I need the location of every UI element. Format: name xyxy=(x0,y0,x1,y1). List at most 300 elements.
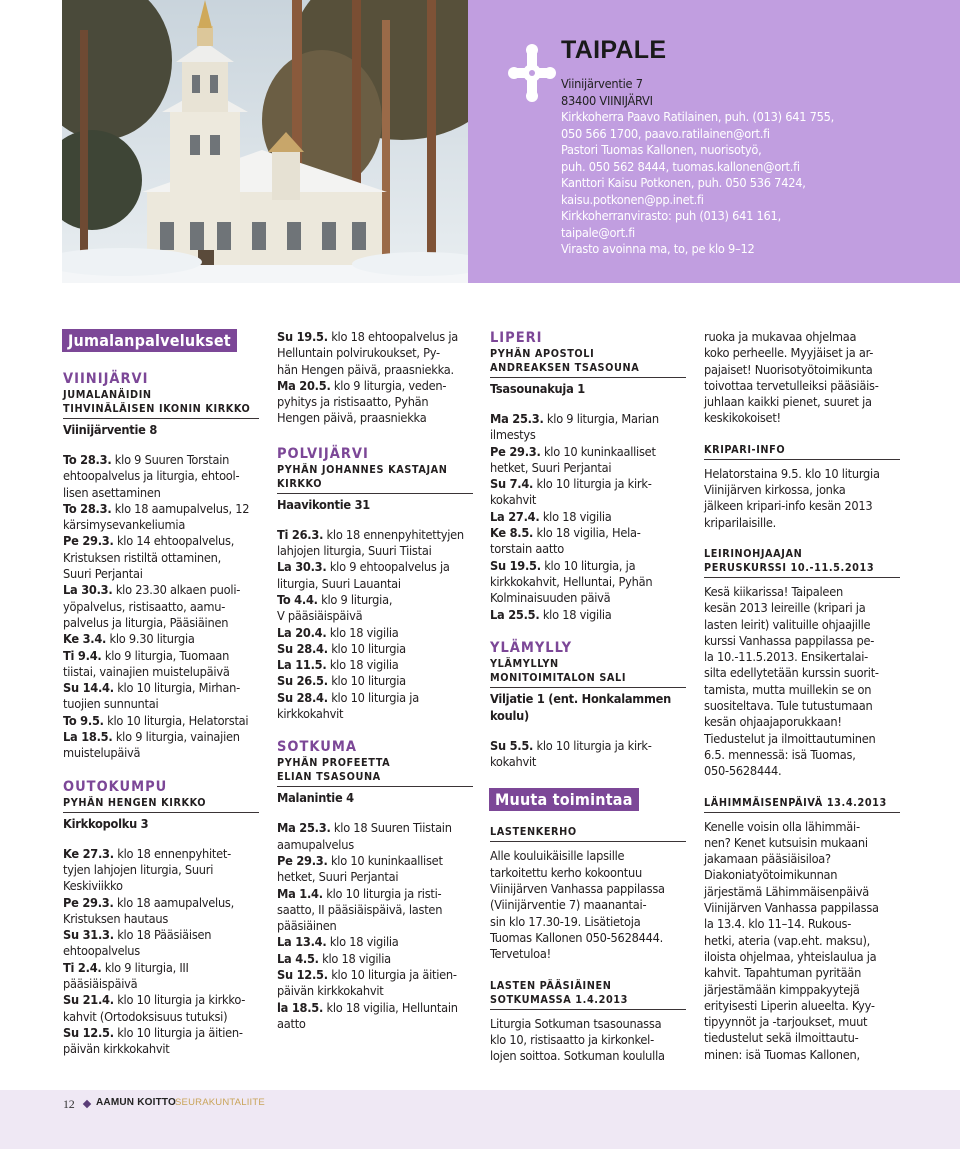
text-line: pajaiset! Nuorisotyötoimikunta xyxy=(704,361,873,377)
event-date: La 18.5. xyxy=(63,729,113,745)
column-4 xyxy=(704,329,900,1063)
event-text: klo 10 liturgia ja kirkko- xyxy=(113,992,246,1008)
church-name: PYHÄN APOSTOLI xyxy=(490,347,595,360)
publication-section: SEURAKUNTALIITE xyxy=(175,1097,265,1108)
event-text: klo 18 vigilia, Helluntain xyxy=(323,999,458,1015)
event-date: Su 31.3. xyxy=(63,927,114,943)
event-text: klo 18 vigilia xyxy=(326,657,399,673)
event-text: klo 14 ehtoopalvelus, xyxy=(113,533,235,549)
text-line: jakamaan pääsiäisiloa? xyxy=(704,851,831,867)
event-line xyxy=(490,444,686,460)
event-text: klo 9 liturgia, vainajien xyxy=(112,729,240,745)
event-text: päivän kirkkokahvit xyxy=(277,983,384,999)
event-text: klo 9 liturgia, xyxy=(317,591,393,607)
event-line xyxy=(63,648,259,664)
event-date: Su 19.5. xyxy=(490,557,541,573)
church-name: MONITOIMITALON SALI xyxy=(490,671,686,688)
event-date: Ma 20.5. xyxy=(277,377,331,393)
text-line: 6.5. mennessä: isä Tuomas, xyxy=(704,746,856,762)
event-line xyxy=(277,410,473,426)
event-text: klo 9 ehtoopalvelus ja xyxy=(326,559,450,575)
contact-line: Pastori Tuomas Kallonen, nuorisotyö, xyxy=(561,142,762,157)
event-line xyxy=(490,460,686,476)
subsection-heading: PERUSKURSSI 10.-11.5.2013 xyxy=(704,561,900,578)
event-date: Ke 3.4. xyxy=(63,631,107,647)
event-text: klo 10 liturgia ja äitien- xyxy=(327,967,457,983)
text-block xyxy=(704,819,900,1063)
event-text: yöpalvelus, ristisaatto, aamu- xyxy=(63,598,226,614)
event-text: klo 9 liturgia, Tuomaan xyxy=(101,647,230,663)
event-text: klo 23.30 alkaen puoli- xyxy=(112,582,241,598)
event-text: klo 9.30 liturgia xyxy=(106,631,195,647)
event-date: To 4.4. xyxy=(277,591,318,607)
event-text: klo 9 Suuren Torstain xyxy=(111,452,230,467)
event-date: Ke 8.5. xyxy=(490,525,534,541)
page-footer xyxy=(0,1090,960,1149)
event-date: La 20.4. xyxy=(277,624,327,640)
church-address: koulu) xyxy=(490,707,529,723)
event-line xyxy=(490,607,686,623)
contact-line: 050 566 1700, paavo.ratilainen@ort.fi xyxy=(561,125,770,141)
text-line: (Viinijärventie 7) maanantai- xyxy=(490,897,647,913)
event-text: klo 18 vigilia xyxy=(539,606,612,622)
event-date: Pe 29.3. xyxy=(63,894,114,910)
church-name: PYHÄN HENGEN KIRKKO xyxy=(63,796,259,813)
event-line xyxy=(277,608,473,624)
event-line xyxy=(63,895,259,911)
event-line xyxy=(63,878,259,894)
event-list xyxy=(490,738,686,771)
text-line: Diakoniatyötoimikunnan xyxy=(704,867,838,883)
text-line: Viinijärven Vanhassa pappilassa xyxy=(704,900,879,916)
church-name: YLÄMYLLYN xyxy=(490,656,559,670)
text-line: Tuomas Kallonen 050-5628444. xyxy=(490,929,663,945)
event-line xyxy=(490,541,686,557)
event-date: La 30.3. xyxy=(63,582,113,598)
event-date: Ma 25.3. xyxy=(490,411,544,426)
event-text: lahjojen liturgia, Suuri Tiistai xyxy=(277,543,432,559)
event-date: Su 14.4. xyxy=(63,680,114,696)
text-line: Liturgia Sotkuman tsasounassa xyxy=(490,1015,662,1031)
text-line: silta edellytetään kurssin suorit- xyxy=(704,665,879,681)
event-line xyxy=(490,427,686,443)
text-block xyxy=(704,329,900,427)
event-text: ehtoopalvelus xyxy=(63,943,140,959)
event-line xyxy=(63,745,259,761)
text-line: ruoka ja mukavaa ohjelmaa xyxy=(704,329,857,344)
parish-contact-panel xyxy=(468,0,960,283)
event-date: La 30.3. xyxy=(277,559,327,575)
event-line xyxy=(277,853,473,869)
event-line xyxy=(277,394,473,410)
text-line: järjestämään kimppakyytejä xyxy=(704,981,860,997)
event-text: päivän kirkkokahvit xyxy=(63,1041,170,1057)
event-text: Suuri Perjantai xyxy=(63,566,143,582)
event-date: To 9.5. xyxy=(63,712,104,728)
event-text: V pääsiäispäivä xyxy=(277,608,363,624)
event-line xyxy=(277,378,473,394)
text-line: tarkoitettu kerho kokoontuu xyxy=(490,864,642,880)
event-line xyxy=(490,509,686,525)
subsection-heading: SOTKUMASSA 1.4.2013 xyxy=(490,993,686,1010)
event-text: hetket, Suuri Perjantai xyxy=(277,869,399,885)
contact-line: Kirkkoherra Paavo Ratilainen, puh. (013) 641 755, xyxy=(561,109,835,124)
event-text: tuojien sunnuntai xyxy=(63,696,159,712)
text-line: tiedustelut sekä ilmoittautu- xyxy=(704,1030,859,1046)
event-text: klo 18 ennenpyhitettyjen xyxy=(323,526,464,542)
text-line: klo 10, ristisaatto ja kirkonkel- xyxy=(490,1031,654,1047)
event-text: ilmestys xyxy=(490,427,536,443)
church-address: Tsasounakuja 1 xyxy=(490,381,585,396)
church-address: Viinijärventie 8 xyxy=(63,422,158,437)
text-line: jälkeen kripari-info kesän 2013 xyxy=(704,498,873,514)
event-line xyxy=(63,533,259,549)
text-line: suositeltava. Tule tutustumaan xyxy=(704,698,873,714)
event-text: klo 10 liturgia ja kirk- xyxy=(533,476,652,492)
event-line xyxy=(490,411,686,427)
diamond-separator-icon xyxy=(83,1100,91,1108)
text-line: toivottaa tervetulleiksi pääsiäis- xyxy=(704,377,879,393)
event-text: klo 9 liturgia, veden- xyxy=(330,377,447,393)
event-text: klo 18 vigilia xyxy=(318,950,391,966)
event-line xyxy=(63,550,259,566)
event-text: klo 18 vigilia, Hela- xyxy=(533,525,641,541)
event-text: palvelus ja liturgia, Pääsiäinen xyxy=(63,614,229,630)
event-text: liturgia, Suuri Lauantai xyxy=(277,575,401,591)
text-line: Kenelle voisin olla lähimmäi- xyxy=(704,818,860,834)
event-line xyxy=(277,1016,473,1032)
event-text: klo 10 liturgia xyxy=(327,640,406,656)
text-line: lasten leirit) valituille ohjaajille xyxy=(704,616,871,632)
ortodox-cross-logo-icon xyxy=(508,44,556,102)
event-text: klo 10 liturgia, Mirhan- xyxy=(113,680,240,696)
event-line xyxy=(63,1025,259,1041)
area-heading: LIPERI xyxy=(490,330,543,346)
text-block xyxy=(704,466,900,531)
event-date: Su 28.4. xyxy=(277,640,328,656)
event-text: kirkkokahvit xyxy=(277,706,344,722)
event-line xyxy=(63,846,259,862)
column-3 xyxy=(490,329,686,1064)
event-line xyxy=(63,452,259,468)
text-line: juhlaan kaikki pienet, suuret ja xyxy=(704,394,872,410)
event-line xyxy=(63,943,259,959)
event-text: klo 10 liturgia ja kirk- xyxy=(533,737,652,753)
event-list xyxy=(277,329,473,427)
contact-details xyxy=(561,76,941,258)
text-block xyxy=(490,1016,686,1065)
event-text: klo 18 vigilia xyxy=(326,624,399,640)
text-block xyxy=(704,584,900,780)
event-text: klo 18 Suuren Tiistain xyxy=(330,820,452,836)
event-text: klo 18 Pääsiäisen xyxy=(113,927,212,943)
event-date: Su 19.5. xyxy=(277,329,328,344)
event-text: klo 10 liturgia, ja xyxy=(540,557,636,573)
area-heading: VIINIJÄRVI xyxy=(63,371,149,387)
event-line xyxy=(277,967,473,983)
event-line xyxy=(63,960,259,976)
section-banner: Muuta toimintaa xyxy=(489,788,639,811)
text-line: koko perheelle. Myyjäiset ja ar- xyxy=(704,345,874,361)
event-line xyxy=(63,566,259,582)
event-text: tyjen lahjojen liturgia, Suuri xyxy=(63,861,214,877)
event-line xyxy=(277,690,473,706)
text-line: iloista ohjelmaa, yhteislaulua ja xyxy=(704,948,877,964)
event-date: La 4.5. xyxy=(277,950,319,966)
column-1 xyxy=(63,329,259,1058)
text-line: Viinijärven Vanhassa pappilassa xyxy=(490,881,665,897)
event-line xyxy=(277,869,473,885)
church-name: JUMALANÄIDIN xyxy=(63,388,152,401)
event-line xyxy=(490,574,686,590)
church-address: Haavikontie 31 xyxy=(277,496,370,512)
event-line xyxy=(63,713,259,729)
event-text: pääsiäinen xyxy=(277,918,337,934)
event-date: To 28.3. xyxy=(63,500,112,516)
event-line xyxy=(277,1000,473,1016)
text-line: erityisesti Liperin alueelta. Kyy- xyxy=(704,997,875,1013)
text-line: kesän 2013 leireille (kripari ja xyxy=(704,600,866,616)
area-heading: YLÄMYLLY xyxy=(490,639,573,656)
event-line xyxy=(63,1041,259,1057)
event-date: Pe 29.3. xyxy=(490,443,541,459)
event-text: lisen asettaminen xyxy=(63,484,161,500)
area-heading: SOTKUMA xyxy=(277,739,357,756)
event-text: hän Hengen päivä, praasniekka. xyxy=(277,361,454,377)
church-address: Malanintie 4 xyxy=(277,790,354,806)
event-text: klo 10 liturgia ja risti- xyxy=(322,885,442,901)
event-line xyxy=(63,976,259,992)
event-line xyxy=(277,934,473,950)
event-text: klo 10 liturgia xyxy=(327,673,406,689)
event-line xyxy=(63,911,259,927)
text-line: lojen soittoa. Sotkuman koululla xyxy=(490,1048,665,1064)
event-date: Ti 9.4. xyxy=(63,647,102,663)
event-date: La 27.4. xyxy=(490,508,540,524)
event-line xyxy=(63,517,259,533)
event-line xyxy=(63,582,259,598)
event-line xyxy=(277,641,473,657)
event-line xyxy=(63,599,259,615)
event-text: muistelupäivä xyxy=(63,745,141,761)
event-line xyxy=(63,927,259,943)
event-text: Kristuksen ristiltä ottaminen, xyxy=(63,549,221,565)
event-line xyxy=(277,527,473,543)
event-date: Ti 2.4. xyxy=(63,959,102,975)
event-line xyxy=(63,468,259,484)
event-text: ehtoopalvelus ja liturgia, ehtool- xyxy=(63,468,240,484)
section-banner: Jumalanpalvelukset xyxy=(62,329,237,352)
event-list xyxy=(63,846,259,1058)
event-line xyxy=(63,1009,259,1025)
text-line: nen? Kenet kutsuisin mukaani xyxy=(704,834,868,850)
text-line: kriparilaisille. xyxy=(704,514,777,530)
event-line xyxy=(490,754,686,770)
text-line: Viinijärven kirkossa, jonka xyxy=(704,482,846,498)
event-line xyxy=(277,329,473,345)
subsection-heading: LASTEN PÄÄSIÄINEN xyxy=(490,978,612,992)
text-line: la 10.-11.5.2013. Ensikertalai- xyxy=(704,649,868,665)
event-date: Su 26.5. xyxy=(277,673,328,689)
event-date: Ma 25.3. xyxy=(277,820,331,836)
event-line xyxy=(490,525,686,541)
event-text: aatto xyxy=(277,1015,306,1031)
text-line: tamista, mutta muillekin se on xyxy=(704,681,872,697)
address-postal: 83400 VIINIJÄRVI xyxy=(561,92,653,108)
text-line: Helatorstaina 9.5. klo 10 liturgia xyxy=(704,465,880,481)
event-line xyxy=(277,820,473,836)
event-text: Hengen päivä, praasniekka xyxy=(277,410,427,426)
event-text: klo 9 liturgia, Marian xyxy=(543,411,659,426)
event-text: kahvit (Ortodoksisuus tutuksi) xyxy=(63,1008,228,1024)
column-2 xyxy=(277,329,473,1032)
event-text: kirkkokahvit, Helluntai, Pyhän xyxy=(490,573,653,589)
church-name: ELIAN TSASOUNA xyxy=(277,770,473,787)
subsection-heading: LASTENKERHO xyxy=(490,825,686,842)
event-line xyxy=(277,886,473,902)
event-line xyxy=(277,362,473,378)
text-block xyxy=(490,848,686,962)
event-date: Pe 29.3. xyxy=(63,533,114,549)
contact-line: taipale@ort.fi xyxy=(561,224,635,240)
event-line xyxy=(63,501,259,517)
event-line xyxy=(277,576,473,592)
event-list xyxy=(490,411,686,623)
event-line xyxy=(490,738,686,754)
event-line xyxy=(490,558,686,574)
publication-brand: AAMUN KOITTO xyxy=(96,1097,176,1108)
event-date: Su 12.5. xyxy=(63,1024,114,1040)
event-line xyxy=(277,559,473,575)
event-line xyxy=(63,862,259,878)
event-text: hetket, Suuri Perjantai xyxy=(490,459,612,475)
text-line: la 13.4. klo 11–14. Rukous- xyxy=(704,916,852,932)
area-heading: OUTOKUMPU xyxy=(63,778,168,795)
event-line xyxy=(277,837,473,853)
event-line xyxy=(277,625,473,641)
event-line xyxy=(63,485,259,501)
event-line xyxy=(63,664,259,680)
area-heading: POLVIJÄRVI xyxy=(277,445,369,462)
event-line xyxy=(490,492,686,508)
text-line: Tervetuloa! xyxy=(490,946,551,962)
parish-title: TAIPALE xyxy=(561,36,667,64)
text-line: keskikokoiset! xyxy=(704,410,781,426)
contact-line: Kanttori Kaisu Potkonen, puh. 050 536 7424, xyxy=(561,175,806,190)
event-line xyxy=(277,902,473,918)
event-line xyxy=(490,476,686,492)
event-line xyxy=(277,951,473,967)
event-date: Ti 26.3. xyxy=(277,526,324,542)
event-line xyxy=(63,631,259,647)
church-name: KIRKKO xyxy=(277,477,473,494)
church-name: PYHÄN JOHANNES KASTAJAN xyxy=(277,462,448,476)
text-line: järjestämä Lähimmäisenpäivä xyxy=(704,883,869,899)
event-text: Kolminaisuuden päivä xyxy=(490,590,611,606)
event-line xyxy=(63,615,259,631)
event-text: klo 18 ehtoopalvelus ja xyxy=(327,329,459,344)
event-text: pyhitys ja ristisaatto, Pyhän xyxy=(277,394,429,410)
event-line xyxy=(63,696,259,712)
event-line xyxy=(277,592,473,608)
event-text: klo 10 liturgia ja xyxy=(327,689,419,705)
subsection-heading: LEIRINOHJAAJAN xyxy=(704,546,803,560)
event-text: Kristuksen hautaus xyxy=(63,910,169,926)
event-text: klo 9 liturgia, III xyxy=(101,959,189,975)
text-line: kurssi Vanhassa pappilassa pe- xyxy=(704,632,875,648)
event-text: tiistai, vainajien muistelupäivä xyxy=(63,663,230,679)
event-text: kärsimysevankeliumia xyxy=(63,517,186,533)
event-line xyxy=(63,992,259,1008)
event-date: Su 21.4. xyxy=(63,992,114,1008)
church-photo xyxy=(62,0,468,283)
event-text: klo 18 aamupalvelus, 12 xyxy=(111,500,250,516)
contact-line: Kirkkoherranvirasto: puh (013) 641 161, xyxy=(561,208,781,223)
contact-line: Virasto avoinna ma, to, pe klo 9–12 xyxy=(561,241,755,256)
event-date: Su 7.4. xyxy=(490,476,534,492)
event-line xyxy=(277,543,473,559)
text-line: 050-5628444. xyxy=(704,763,782,779)
page-number: 12 xyxy=(63,1097,75,1111)
event-date: Ma 1.4. xyxy=(277,885,323,901)
event-text: klo 18 vigilia xyxy=(539,508,612,524)
subsection-heading: KRIPARI-INFO xyxy=(704,443,900,460)
event-line xyxy=(277,706,473,722)
church-address: Viljatie 1 (ent. Honkalammen xyxy=(490,690,671,706)
event-date: To 28.3. xyxy=(63,452,112,467)
church-name: TIHVINÄLÄISEN IKONIN KIRKKO xyxy=(63,402,259,419)
event-line xyxy=(490,590,686,606)
event-line xyxy=(277,918,473,934)
event-text: aamupalvelus xyxy=(277,836,354,852)
event-text: saatto, II pääsiäispäivä, lasten xyxy=(277,901,443,917)
address-street: Viinijärventie 7 xyxy=(561,76,643,91)
event-text: Helluntain polvirukoukset, Py- xyxy=(277,345,440,361)
event-date: Su 28.4. xyxy=(277,689,328,705)
event-text: kokahvit xyxy=(490,492,537,508)
event-date: Pe 29.3. xyxy=(277,852,328,868)
event-text: klo 10 liturgia ja äitien- xyxy=(113,1024,243,1040)
event-date: La 13.4. xyxy=(277,934,327,950)
church-name: PYHÄN PROFEETTA xyxy=(277,756,391,770)
event-date: La 11.5. xyxy=(277,657,327,673)
text-line: Tiedustelut ja ilmoittautuminen xyxy=(704,730,876,746)
event-text: klo 10 kuninkaalliset xyxy=(540,443,656,459)
contact-line: kaisu.potkonen@pp.inet.fi xyxy=(561,191,704,207)
event-text: klo 18 vigilia xyxy=(326,934,399,950)
event-date: Su 5.5. xyxy=(490,737,534,753)
subsection-heading: LÄHIMMÄISENPÄIVÄ 13.4.2013 xyxy=(704,796,900,813)
event-list xyxy=(277,820,473,1032)
text-line: hetki, ateria (vap.eht. maksu), xyxy=(704,932,871,948)
church-name: ANDREAKSEN TSASOUNA xyxy=(490,361,686,378)
text-line: minen: isä Tuomas Kallonen, xyxy=(704,1046,860,1062)
event-text: kokahvit xyxy=(490,754,537,770)
event-line xyxy=(63,680,259,696)
event-line xyxy=(277,673,473,689)
event-text: torstain aatto xyxy=(490,541,565,557)
event-date: La 25.5. xyxy=(490,606,540,622)
church-address: Kirkkopolku 3 xyxy=(63,815,149,831)
event-text: klo 18 ennenpyhitet- xyxy=(113,845,232,861)
event-line xyxy=(277,345,473,361)
event-list xyxy=(277,527,473,723)
event-line xyxy=(63,729,259,745)
event-list xyxy=(63,452,259,762)
text-line: sin klo 17.30-19. Lisätietoja xyxy=(490,913,641,929)
event-date: Ke 27.3. xyxy=(63,845,114,861)
contact-line: puh. 050 562 8444, tuomas.kallonen@ort.fi xyxy=(561,158,800,174)
